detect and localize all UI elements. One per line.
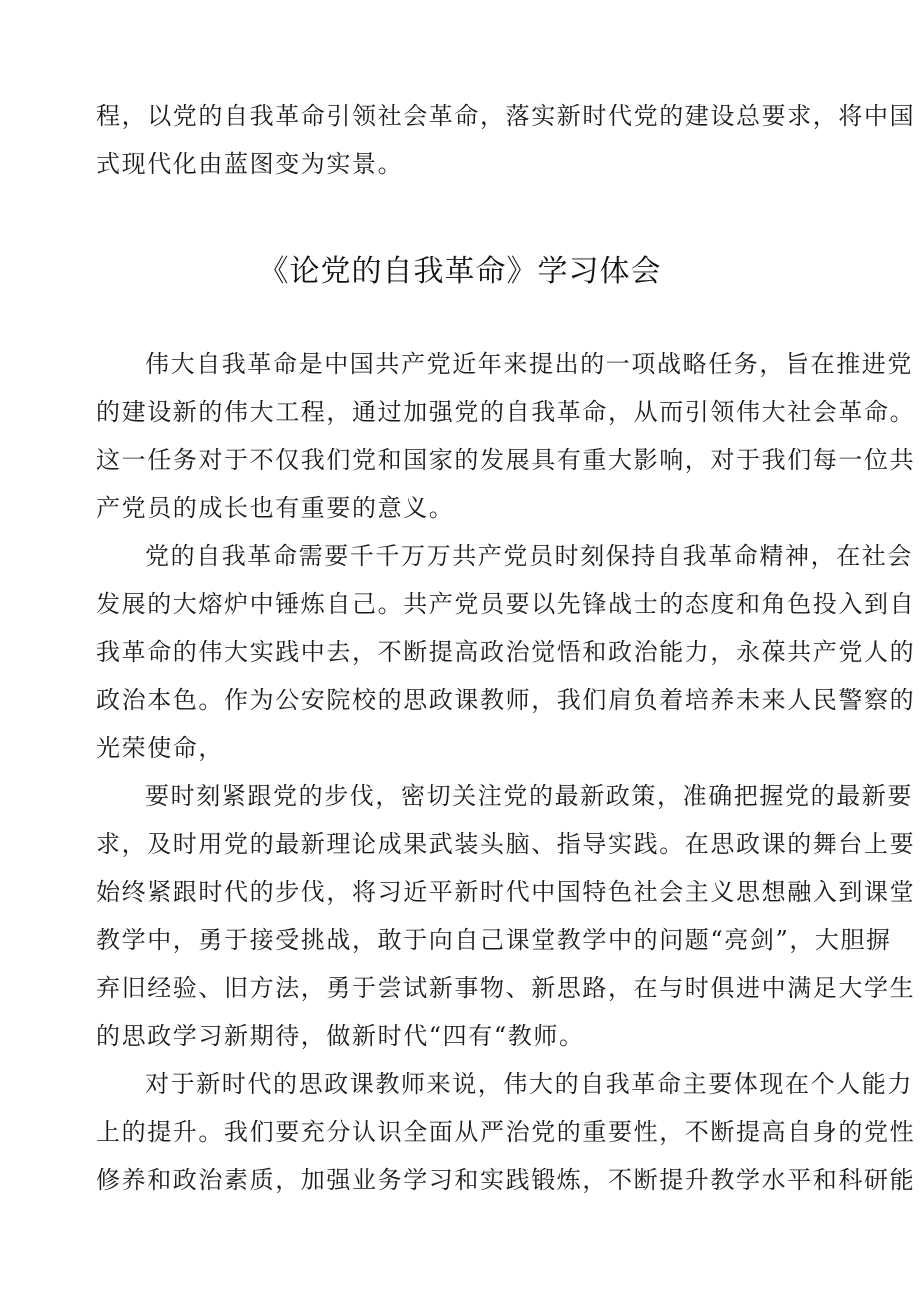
- paragraph-line: 的思政学习新期待，做新时代“四有“教师。: [96, 1022, 585, 1050]
- paragraph-line: 光荣使命，: [96, 734, 224, 762]
- paragraph-line: 对于新时代的思政课教师来说，伟大的自我革命主要体现在个人能力: [145, 1070, 913, 1098]
- paragraph-line: 的建设新的伟大工程，通过加强党的自我革命，从而引领伟大社会革命。: [96, 398, 916, 426]
- paragraph-line: 政治本色。作为公安院校的思政课教师，我们肩负着培养未来人民警察的: [96, 686, 916, 714]
- paragraph-line: 修养和政治素质，加强业务学习和实践锻炼，不断提升教学水平和科研能: [96, 1166, 916, 1194]
- continuation-line: 式现代化由蓝图变为实景。: [96, 150, 404, 178]
- paragraph-line: 求，及时用党的最新理论成果武装头脑、指导实践。在思政课的舞台上要: [96, 830, 916, 858]
- paragraph-line: 上的提升。我们要充分认识全面从严治党的重要性，不断提高自身的党性: [96, 1118, 916, 1146]
- paragraph-line: 要时刻紧跟党的步伐，密切关注党的最新政策，准确把握党的最新要: [145, 782, 913, 810]
- paragraph-line: 党的自我革命需要千千万万共产党员时刻保持自我革命精神，在社会: [145, 542, 913, 570]
- document-title: 《论党的自我革命》学习体会: [258, 254, 662, 289]
- paragraph-line: 始终紧跟时代的步伐，将习近平新时代中国特色社会主义思想融入到课堂: [96, 878, 916, 906]
- paragraph-line: 教学中，勇于接受挑战，敢于向自己课堂教学中的问题“亮剑”，大胆摒: [96, 926, 892, 954]
- paragraph-line: 我革命的伟大实践中去，不断提高政治觉悟和政治能力，永葆共产党人的: [96, 638, 916, 666]
- paragraph-line: 弃旧经验、旧方法，勇于尝试新事物、新思路，在与时俱进中满足大学生: [96, 974, 916, 1002]
- paragraph-line: 发展的大熔炉中锤炼自己。共产党员要以先锋战士的态度和角色投入到自: [96, 590, 916, 618]
- continuation-line: 程，以党的自我革命引领社会革命，落实新时代党的建设总要求，将中国: [96, 102, 916, 130]
- paragraph-line: 产党员的成长也有重要的意义。: [96, 494, 455, 522]
- paragraph-line: 这一任务对于不仅我们党和国家的发展具有重大影响，对于我们每一位共: [96, 446, 916, 474]
- paragraph-line: 伟大自我革命是中国共产党近年来提出的一项战略任务，旨在推进党: [145, 350, 913, 378]
